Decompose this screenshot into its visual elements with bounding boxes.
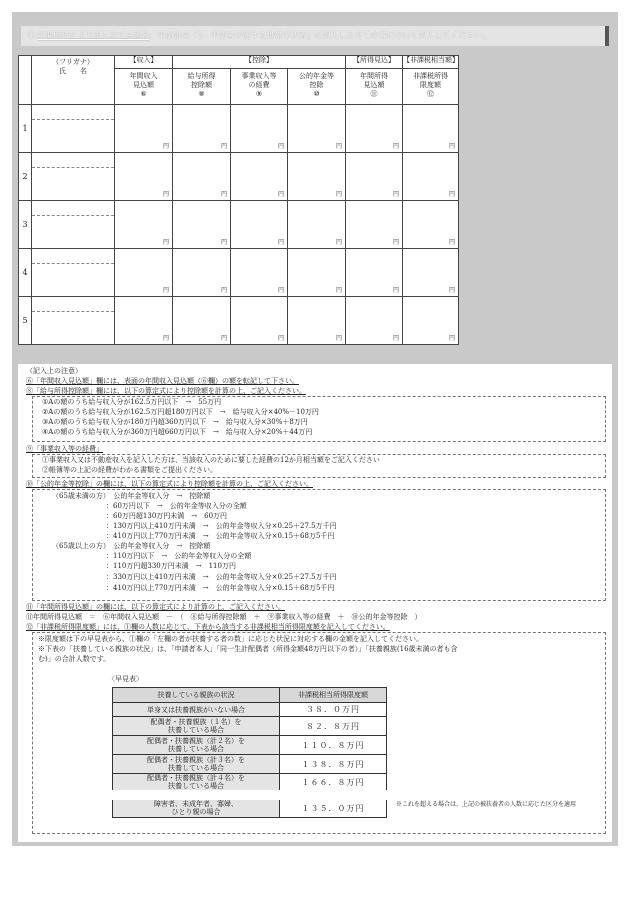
table-row bbox=[19, 153, 459, 201]
yen-unit: 円 bbox=[335, 143, 342, 150]
note-8-item: ③Aの額のうち給与収入分が180万円超360万円以下 → 給与収入分×30%＋8万円 bbox=[42, 418, 308, 426]
yen-unit: 円 bbox=[392, 287, 399, 294]
hayami-status bbox=[113, 703, 280, 717]
amount-cell[interactable] bbox=[173, 105, 231, 153]
yen-unit: 円 bbox=[335, 191, 342, 198]
hayami-row bbox=[113, 717, 387, 736]
amount-cell[interactable] bbox=[115, 249, 173, 297]
note-8: ⑧「給与所得控除額」欄には、以下の算定式により控除額を計算の上、ご記入ください。 bbox=[26, 387, 306, 395]
row-number: 3 bbox=[19, 201, 32, 249]
amount-cell[interactable] bbox=[346, 297, 403, 345]
table-row bbox=[19, 201, 459, 249]
yen-unit: 円 bbox=[162, 239, 169, 246]
note-8-item: ④Aの額のうち給与収入分が360万円超660万円以下 → 給与収入分×20%＋44万円 bbox=[42, 428, 313, 436]
amount-cell[interactable] bbox=[115, 153, 173, 201]
yen-unit: 円 bbox=[448, 143, 455, 150]
yen-unit: 円 bbox=[277, 335, 284, 342]
note-12: ⑫「非課税所得限度額」には、①欄の人数に応じて、下表から該当する非課税相当所得限度額を記入してください。 bbox=[26, 623, 390, 631]
hayami-status-line: 配偶者・扶養親族（計４名）を bbox=[147, 774, 245, 782]
yen-unit: 円 bbox=[392, 143, 399, 150]
section-title-rest: 、申請書の「2．申請者が属する世帯の状況」に記入した全ての者について記入してください。 bbox=[149, 31, 491, 40]
amount-cell[interactable] bbox=[403, 297, 459, 345]
yen-unit: 円 bbox=[277, 143, 284, 150]
amount-cell[interactable] bbox=[288, 105, 346, 153]
yen-unit: 円 bbox=[448, 287, 455, 294]
table-row bbox=[19, 249, 459, 297]
row-number: 1 bbox=[19, 105, 32, 153]
note-10-item: ：60万円以下 → 公的年金等収入分の全額 bbox=[106, 502, 247, 510]
yen-unit: 円 bbox=[448, 335, 455, 342]
side-note: ※これを超える場合は、上記の被扶養者の人数に応じた区分を適用 bbox=[396, 801, 577, 808]
hayami-status-line: 単身又は扶養親族がいない場合 bbox=[147, 705, 245, 714]
hayami-limit: １６６．８万円 bbox=[280, 774, 387, 796]
amount-cell[interactable] bbox=[231, 249, 288, 297]
hayami-status bbox=[113, 795, 280, 817]
note-10-item: ：60万円超130万円未満 → 60万円 bbox=[106, 512, 228, 520]
hayami-status bbox=[113, 736, 280, 755]
hayami-status-line: 配偶者・扶養親族（計３名）を bbox=[147, 756, 245, 764]
yen-unit: 円 bbox=[220, 143, 227, 150]
amount-cell[interactable] bbox=[115, 201, 173, 249]
amount-cell[interactable] bbox=[288, 249, 346, 297]
col-header: 事業収入等 の経費 ⑨ bbox=[231, 69, 288, 105]
table-row bbox=[19, 297, 459, 345]
hayami-col-limit: 非課税相当所得限度額 bbox=[280, 688, 387, 703]
note-10: ⑩「公的年金等控除」の欄には、以下の算定式により控除額を計算の上、ご記入ください。 bbox=[26, 480, 313, 488]
hayami-status-line: 扶養している場合 bbox=[168, 782, 224, 790]
notes-title: （記入上の注意） bbox=[26, 367, 82, 375]
hayami-status-line: 障害者、未成年者、寡婦、 bbox=[154, 800, 238, 809]
name-cell[interactable] bbox=[32, 153, 115, 201]
hayami-row bbox=[113, 795, 387, 817]
hayami-limit: ３８．０万円 bbox=[280, 703, 387, 717]
amount-cell[interactable] bbox=[346, 153, 403, 201]
hayami-status bbox=[113, 755, 280, 774]
hayami-status-line: 配偶者・扶養親族（計２名）を bbox=[147, 737, 245, 745]
hayami-limit: １３８．８万円 bbox=[280, 755, 387, 774]
hayami-row bbox=[113, 703, 387, 717]
note-10-item: （65歳以上の方） 公的年金等収入分 → 控除額 bbox=[52, 542, 211, 550]
hayami-status bbox=[113, 774, 280, 796]
group-hikazei: 【非課税相当額】 bbox=[403, 56, 459, 69]
amount-cell[interactable] bbox=[231, 105, 288, 153]
col-header: 非課税所得 限度額 ⑫ bbox=[403, 69, 459, 105]
hayami-status-line: 扶養している場合 bbox=[168, 726, 224, 734]
note-10-item: ：410万円以上770万円未満 → 公的年金等収入分×0.15＋68万5千円 bbox=[106, 584, 335, 592]
furigana-field[interactable] bbox=[32, 201, 114, 216]
note-6: ⑥「年間収入見込額」欄には、表面の年間収入見込額（⑥欄）の額を転記して下さい。 bbox=[26, 377, 299, 385]
yen-unit: 円 bbox=[335, 239, 342, 246]
yen-unit: 円 bbox=[162, 143, 169, 150]
amount-cell[interactable] bbox=[288, 201, 346, 249]
hayami-row bbox=[113, 755, 387, 774]
section-header bbox=[21, 26, 609, 46]
yen-unit: 円 bbox=[220, 335, 227, 342]
hayami-col-status: 扶養している親族の状況 bbox=[113, 688, 280, 703]
amount-cell[interactable] bbox=[403, 153, 459, 201]
amount-cell[interactable] bbox=[346, 249, 403, 297]
yen-unit: 円 bbox=[335, 287, 342, 294]
amount-cell[interactable] bbox=[403, 105, 459, 153]
yen-unit: 円 bbox=[392, 335, 399, 342]
form-background bbox=[12, 12, 618, 846]
yen-unit: 円 bbox=[448, 191, 455, 198]
yen-unit: 円 bbox=[162, 191, 169, 198]
table-row bbox=[19, 105, 459, 153]
hayami-limit: ８２．８万円 bbox=[280, 717, 387, 736]
amount-cell[interactable] bbox=[403, 201, 459, 249]
row-number: 5 bbox=[19, 297, 32, 345]
note-12-item: ※限度額は下の早見表から、①欄の「左欄の者が扶養する者の数」に応じた状況に対応する欄の金額を記入してください。 bbox=[38, 635, 423, 643]
hayami-status-line: 配偶者・扶養親族（１名）を bbox=[150, 718, 242, 726]
furigana-field[interactable] bbox=[32, 297, 114, 312]
note-10-item: （65歳未満の方） 公的年金等収入分 → 控除額 bbox=[52, 492, 211, 500]
yen-unit: 円 bbox=[277, 239, 284, 246]
col-header: 年間収入 見込額 ⑥ bbox=[115, 69, 173, 105]
amount-cell[interactable] bbox=[346, 105, 403, 153]
hayami-header-row bbox=[113, 688, 387, 703]
section-number: ④ bbox=[27, 31, 35, 40]
name-cell[interactable] bbox=[32, 105, 115, 153]
yen-unit: 円 bbox=[220, 191, 227, 198]
name-cell[interactable] bbox=[32, 249, 115, 297]
amount-cell[interactable] bbox=[288, 297, 346, 345]
name-label: 氏 名 bbox=[59, 67, 87, 75]
col-header: 公的年金等 控除 ⑩ bbox=[288, 69, 346, 105]
hayami-label: 〈早見表〉 bbox=[108, 675, 143, 683]
yen-unit: 円 bbox=[162, 287, 169, 294]
note-10-item: ：330万円以上410万円未満 → 公的年金等収入分×0.25＋27.5万千円 bbox=[106, 573, 337, 581]
yen-unit: 円 bbox=[392, 239, 399, 246]
yen-unit: 円 bbox=[392, 191, 399, 198]
yen-unit: 円 bbox=[220, 287, 227, 294]
amount-cell[interactable] bbox=[173, 201, 231, 249]
amount-cell[interactable] bbox=[115, 297, 173, 345]
group-income: 【収入】 bbox=[115, 56, 173, 69]
name-cell[interactable] bbox=[32, 201, 115, 249]
amount-cell[interactable] bbox=[288, 153, 346, 201]
hayami-limit: １１０．８万円 bbox=[280, 736, 387, 755]
col-header: 年間所得 見込額 ⑪ bbox=[346, 69, 403, 105]
yen-unit: 円 bbox=[335, 335, 342, 342]
corner-cell bbox=[19, 56, 32, 105]
note-12-item: ※下表の「扶養している親族の状況」は、「申請者本人」「同一生計配偶者（所得金額48万円以下の者）」「扶養親族(16歳未満の者も含 bbox=[38, 645, 458, 653]
group-shotoku: 【所得見込】 bbox=[346, 56, 403, 69]
yen-unit: 円 bbox=[277, 287, 284, 294]
note-12-item: む)」の合計人数です。 bbox=[38, 655, 111, 663]
hayami-status-line: 扶養している場合 bbox=[168, 745, 224, 753]
amount-cell[interactable] bbox=[115, 105, 173, 153]
amount-cell[interactable] bbox=[173, 297, 231, 345]
note-8-item: ①Aの額のうち給与収入分が162.5万円以下 → 55万円 bbox=[42, 398, 222, 406]
yen-unit: 円 bbox=[277, 191, 284, 198]
amount-cell[interactable] bbox=[346, 201, 403, 249]
amount-cell[interactable] bbox=[173, 153, 231, 201]
hayami-limit: １３５．０万円 bbox=[280, 795, 387, 817]
hayami-status bbox=[113, 717, 280, 736]
note-10-item: ：110万円超330万円未満 → 110万円 bbox=[106, 562, 236, 570]
note-11-formula: ⑪年間所得見込額 ＝ ⑥年間収入見込額 － （ ⑧給与所得控除額 ＋ ⑨事業収入等の経費 ＋ ⑩公的年金等控除 ） bbox=[26, 613, 422, 621]
amount-cell[interactable] bbox=[173, 249, 231, 297]
name-header-cell bbox=[32, 56, 115, 105]
note-10-item: ：110万円以下 → 公的年金等収入分の全額 bbox=[106, 552, 252, 560]
yen-unit: 円 bbox=[220, 239, 227, 246]
name-cell[interactable] bbox=[32, 297, 115, 345]
note-9-item: ①事業収入又は不動産収入を記入した方は、当該収入のために要した経費の12か月相当額をご記入ください bbox=[42, 456, 380, 464]
furigana-field[interactable] bbox=[32, 105, 114, 120]
hayami-table bbox=[112, 687, 387, 818]
hayami-row bbox=[113, 774, 387, 796]
section-title-underlined: 年間所得により申し立てる場合 bbox=[37, 31, 150, 40]
note-11: ⑪「年間所得見込額」の欄には、以下の算定式により計算の上、ご記入ください。 bbox=[26, 603, 285, 611]
amount-cell[interactable] bbox=[403, 249, 459, 297]
hayami-status-line: 扶養している場合 bbox=[168, 764, 224, 772]
note-9-item: ②帳簿等の上記の経費がわかる書類をご提出ください。 bbox=[42, 466, 217, 474]
furigana-field[interactable] bbox=[32, 153, 114, 168]
furigana-label: （フリガナ） bbox=[52, 58, 94, 66]
amount-cell[interactable] bbox=[231, 297, 288, 345]
amount-cell[interactable] bbox=[231, 201, 288, 249]
income-entry-table bbox=[18, 55, 459, 345]
furigana-field[interactable] bbox=[32, 249, 114, 264]
hayami-status-line: ひとり親の場合 bbox=[171, 808, 221, 817]
col-header: 給与所得 控除額 ⑧ bbox=[173, 69, 231, 105]
note-10-item: ：410万円以上770万円未満 → 公的年金等収入分×0.15＋68万5千円 bbox=[106, 532, 335, 540]
note-9: ⑨「事業収入等の経費」 bbox=[26, 445, 103, 453]
yen-unit: 円 bbox=[448, 239, 455, 246]
note-8-item: ②Aの額のうち給与収入分が162.5万円超180万円以下 → 給与収入分×40%－10万円 bbox=[42, 408, 319, 416]
row-number: 2 bbox=[19, 153, 32, 201]
table-group-header-row bbox=[19, 56, 459, 69]
amount-cell[interactable] bbox=[231, 153, 288, 201]
group-deduction: 【控除】 bbox=[173, 56, 346, 69]
note-10-item: ：130万円以上410万円未満 → 公的年金等収入分×0.25＋27.5万千円 bbox=[106, 522, 337, 530]
row-number: 4 bbox=[19, 249, 32, 297]
hayami-row bbox=[113, 736, 387, 755]
yen-unit: 円 bbox=[162, 335, 169, 342]
